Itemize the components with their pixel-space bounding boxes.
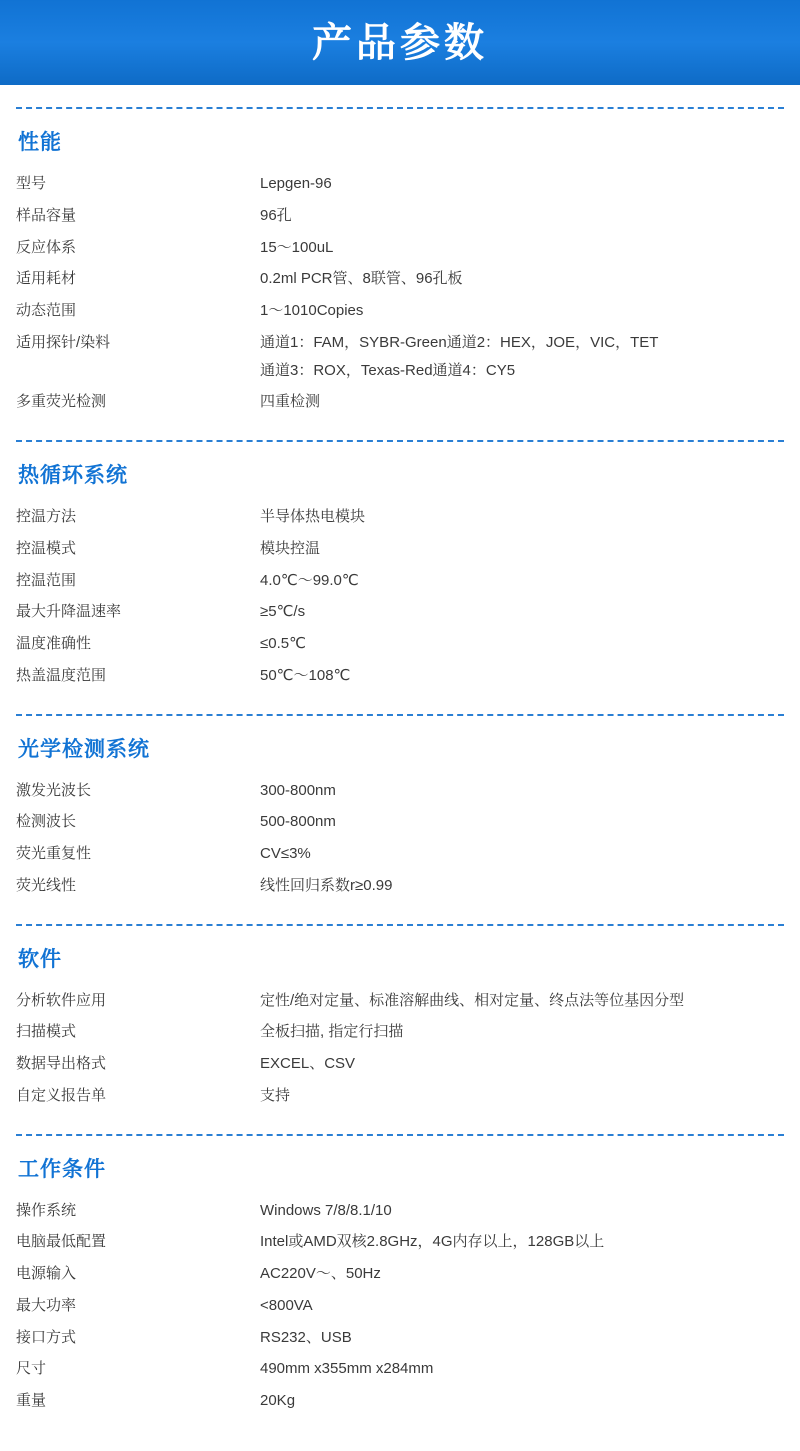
spec-label: 热盖温度范围 — [16, 666, 107, 684]
page-banner — [0, 0, 800, 85]
spec-value — [260, 1290, 784, 1322]
spec-label: 控温范围 — [16, 571, 77, 589]
spec-value — [260, 565, 784, 597]
spec-value — [260, 533, 784, 565]
spec-value — [260, 386, 784, 418]
table-row — [16, 327, 784, 387]
spec-label: 最大功率 — [16, 1296, 77, 1314]
spec-value-line: 模块控温 — [260, 539, 321, 557]
spec-value-line: 20Kg — [260, 1392, 296, 1409]
spec-value — [260, 501, 784, 533]
spec-value — [260, 232, 784, 264]
table-row — [16, 775, 784, 807]
spec-value — [260, 1353, 784, 1385]
spec-label: 操作系统 — [16, 1201, 77, 1219]
spec-value-line: 490mm x355mm x284mm — [260, 1360, 434, 1378]
spec-value-line: RS232、USB — [260, 1328, 352, 1346]
section-divider — [16, 107, 784, 109]
spec-value-line: ≥5℃/s — [260, 603, 306, 621]
table-row — [16, 838, 784, 870]
spec-value-line: 0.2ml PCR管、8联管、96孔板 — [260, 270, 463, 288]
spec-value — [260, 327, 784, 387]
spec-label: 分析软件应用 — [16, 991, 107, 1009]
section-divider — [16, 1134, 784, 1136]
table-row — [16, 200, 784, 232]
spec-table — [16, 985, 784, 1112]
table-row — [16, 533, 784, 565]
spec-section — [16, 924, 784, 1112]
table-row — [16, 565, 784, 597]
spec-label: 型号 — [16, 175, 47, 192]
spec-section — [16, 107, 784, 418]
spec-value-line: 96孔 — [260, 206, 292, 224]
spec-label: 重量 — [16, 1392, 47, 1409]
spec-value-line: 全板扫描, 指定行扫描 — [260, 1023, 404, 1041]
table-row — [16, 870, 784, 902]
section-divider — [16, 440, 784, 442]
spec-value-line: 500-800nm — [260, 813, 336, 831]
table-row — [16, 660, 784, 692]
spec-value — [260, 775, 784, 807]
spec-label: 电源输入 — [16, 1265, 77, 1282]
spec-value — [260, 200, 784, 232]
section-divider — [16, 714, 784, 716]
spec-label: 多重荧光检测 — [16, 393, 107, 411]
spec-label: 荧光线性 — [16, 876, 77, 894]
spec-section — [16, 714, 784, 902]
table-row — [16, 1195, 784, 1227]
spec-label: 自定义报告单 — [16, 1086, 107, 1104]
spec-value-line: 通道1：FAM，SYBR-Green通道2：HEX，JOE，VIC，TET — [260, 333, 659, 351]
table-row — [16, 1322, 784, 1354]
spec-value-line: ≤0.5℃ — [260, 635, 306, 652]
table-row — [16, 1080, 784, 1112]
spec-value-line: 15～100uL — [260, 238, 334, 256]
spec-value — [260, 1048, 784, 1080]
spec-value-line: Intel或AMD双核2.8GHz，4G内存以上，128GB以上 — [260, 1233, 605, 1251]
table-row — [16, 232, 784, 264]
table-row — [16, 295, 784, 327]
spec-value — [260, 985, 784, 1017]
spec-label: 反应体系 — [16, 238, 77, 256]
spec-label: 温度准确性 — [16, 635, 92, 652]
spec-label: 荧光重复性 — [16, 845, 92, 862]
spec-value-line: <800VA — [260, 1296, 313, 1314]
spec-value-line: 定性/绝对定量、标准溶解曲线、相对定量、终点法等位基因分型 — [260, 991, 685, 1009]
spec-table — [16, 501, 784, 692]
table-row — [16, 1048, 784, 1080]
spec-value-line: EXCEL、CSV — [260, 1055, 356, 1072]
table-row — [16, 1258, 784, 1290]
spec-table — [16, 775, 784, 902]
spec-label: 样品容量 — [16, 206, 77, 224]
spec-table — [16, 168, 784, 418]
spec-value — [260, 1226, 784, 1258]
table-row — [16, 806, 784, 838]
spec-value-line: 四重检测 — [260, 393, 321, 411]
spec-section — [16, 440, 784, 692]
spec-table — [16, 1195, 784, 1417]
page-title: 产品参数 — [312, 20, 488, 65]
spec-value-line: AC220V～、50Hz — [260, 1265, 381, 1282]
spec-label: 数据导出格式 — [16, 1055, 107, 1072]
spec-value — [260, 263, 784, 295]
table-row — [16, 386, 784, 418]
table-row — [16, 168, 784, 200]
spec-label: 检测波长 — [16, 813, 77, 831]
spec-value — [260, 596, 784, 628]
table-row — [16, 1226, 784, 1258]
spec-value-line: Windows 7/8/8.1/10 — [260, 1201, 392, 1219]
spec-value — [260, 806, 784, 838]
spec-value-line: 50℃～108℃ — [260, 666, 351, 684]
table-row — [16, 596, 784, 628]
spec-label: 控温方法 — [16, 508, 77, 525]
spec-value-line: 1～1010Copies — [260, 302, 364, 319]
spec-value-line: Lepgen-96 — [260, 175, 332, 192]
table-row — [16, 628, 784, 660]
spec-value — [260, 1385, 784, 1417]
table-row — [16, 263, 784, 295]
section-title: 软件 — [18, 947, 62, 971]
table-row — [16, 501, 784, 533]
spec-label: 扫描模式 — [16, 1023, 77, 1041]
table-row — [16, 1353, 784, 1385]
spec-section — [16, 1134, 784, 1417]
spec-value-line: 通道3：ROX，Texas-Red通道4：CY5 — [260, 361, 516, 379]
table-row — [16, 1016, 784, 1048]
spec-value — [260, 1195, 784, 1227]
spec-value — [260, 1258, 784, 1290]
spec-label: 最大升降温速率 — [16, 603, 122, 621]
spec-value — [260, 1080, 784, 1112]
section-title: 性能 — [18, 131, 62, 154]
section-title: 光学检测系统 — [18, 737, 150, 761]
spec-value — [260, 628, 784, 660]
spec-value — [260, 838, 784, 870]
spec-value — [260, 1322, 784, 1354]
section-title: 热循环系统 — [18, 464, 128, 487]
section-divider — [16, 924, 784, 926]
table-row — [16, 985, 784, 1017]
spec-label: 动态范围 — [16, 302, 77, 319]
spec-value-line: 半导体热电模块 — [260, 508, 366, 525]
spec-label: 电脑最低配置 — [16, 1233, 107, 1251]
spec-content — [0, 107, 800, 1451]
spec-value-line: 4.0℃～99.0℃ — [260, 571, 359, 589]
spec-label: 适用耗材 — [16, 270, 77, 288]
spec-value — [260, 168, 784, 200]
spec-label: 尺寸 — [16, 1360, 47, 1378]
spec-label: 接口方式 — [16, 1328, 77, 1346]
table-row — [16, 1290, 784, 1322]
spec-label: 控温模式 — [16, 539, 77, 557]
spec-value-line: 支持 — [260, 1086, 291, 1104]
spec-value — [260, 660, 784, 692]
spec-sections — [16, 107, 784, 1417]
spec-value — [260, 1016, 784, 1048]
section-title: 工作条件 — [18, 1157, 106, 1181]
spec-value — [260, 870, 784, 902]
spec-value-line: 300-800nm — [260, 781, 336, 799]
spec-label: 激发光波长 — [16, 781, 92, 799]
spec-label: 适用探针/染料 — [16, 333, 111, 351]
spec-value-line: CV≤3% — [260, 845, 311, 862]
spec-value-line: 线性回归系数r≥0.99 — [260, 876, 393, 894]
spec-value — [260, 295, 784, 327]
table-row — [16, 1385, 784, 1417]
